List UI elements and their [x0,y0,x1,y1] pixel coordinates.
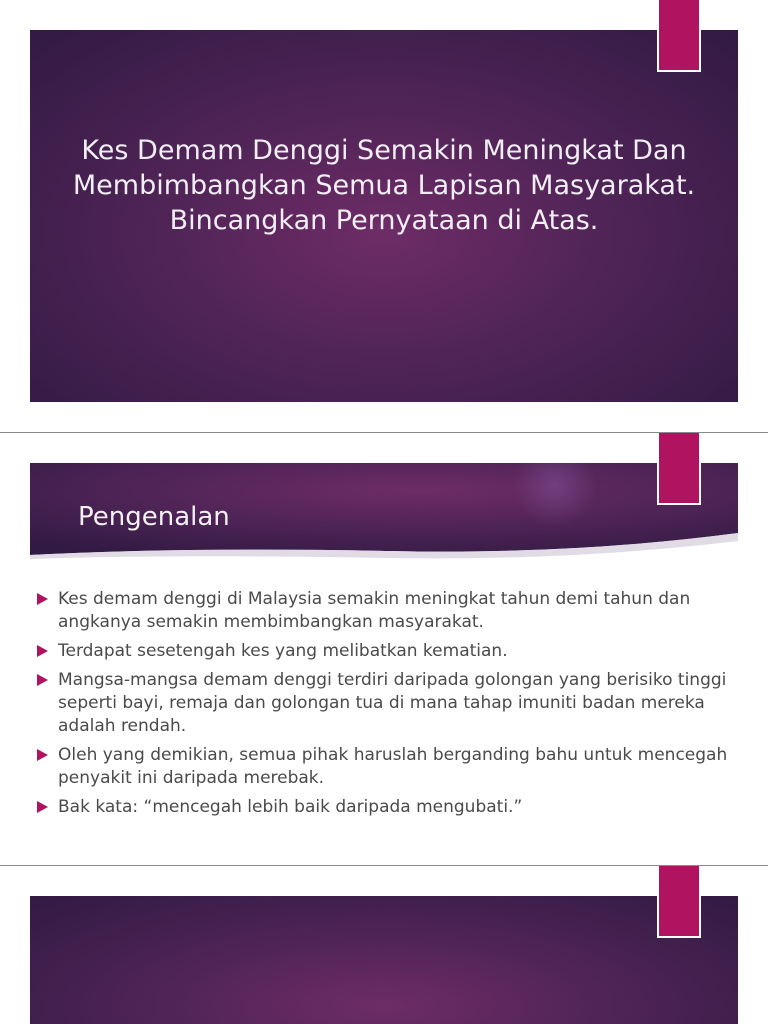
bullet-text: Kes demam denggi di Malaysia semakin meningkat tahun demi tahun dan angkanya semakin membimbangkan masyarakat. [58,589,691,632]
slide-3 [0,866,768,1024]
bullet-text: Mangsa-mangsa demam denggi terdiri daripada golongan yang berisiko tinggi seperti bayi, remaja dan golongan tua di mana tahap imuniti badan mereka adalah rendah. [58,670,727,736]
bullet-text: Terdapat sesetengah kes yang melibatkan kematian. [58,641,508,661]
list-item [34,640,734,663]
slide-2 [0,433,768,865]
section-heading: Pengenalan [78,502,230,532]
accent-tab [657,433,701,505]
bullet-triangle-icon [37,593,48,605]
bullet-text: Oleh yang demikian, semua pihak haruslah berganding bahu untuk mencegah penyakit ini daripada merebak. [58,745,728,788]
bullet-triangle-icon [37,674,48,686]
list-item [34,669,734,738]
title-panel [30,896,738,1024]
bullet-triangle-icon [37,801,48,813]
accent-tab [657,0,701,72]
list-item [34,744,734,790]
bullet-triangle-icon [37,749,48,761]
bullet-list [34,588,734,825]
slide-title: Kes Demam Denggi Semakin Meningkat Dan Membimbangkan Semua Lapisan Masyarakat. Bincangkan Pernyataan di Atas. [72,135,696,236]
accent-tab [657,866,701,938]
slide-1 [0,0,768,432]
list-item [34,588,734,634]
list-item [34,796,734,819]
bullet-triangle-icon [37,645,48,657]
bullet-text: Bak kata: “mencegah lebih baik daripada mengubati.” [58,797,523,817]
